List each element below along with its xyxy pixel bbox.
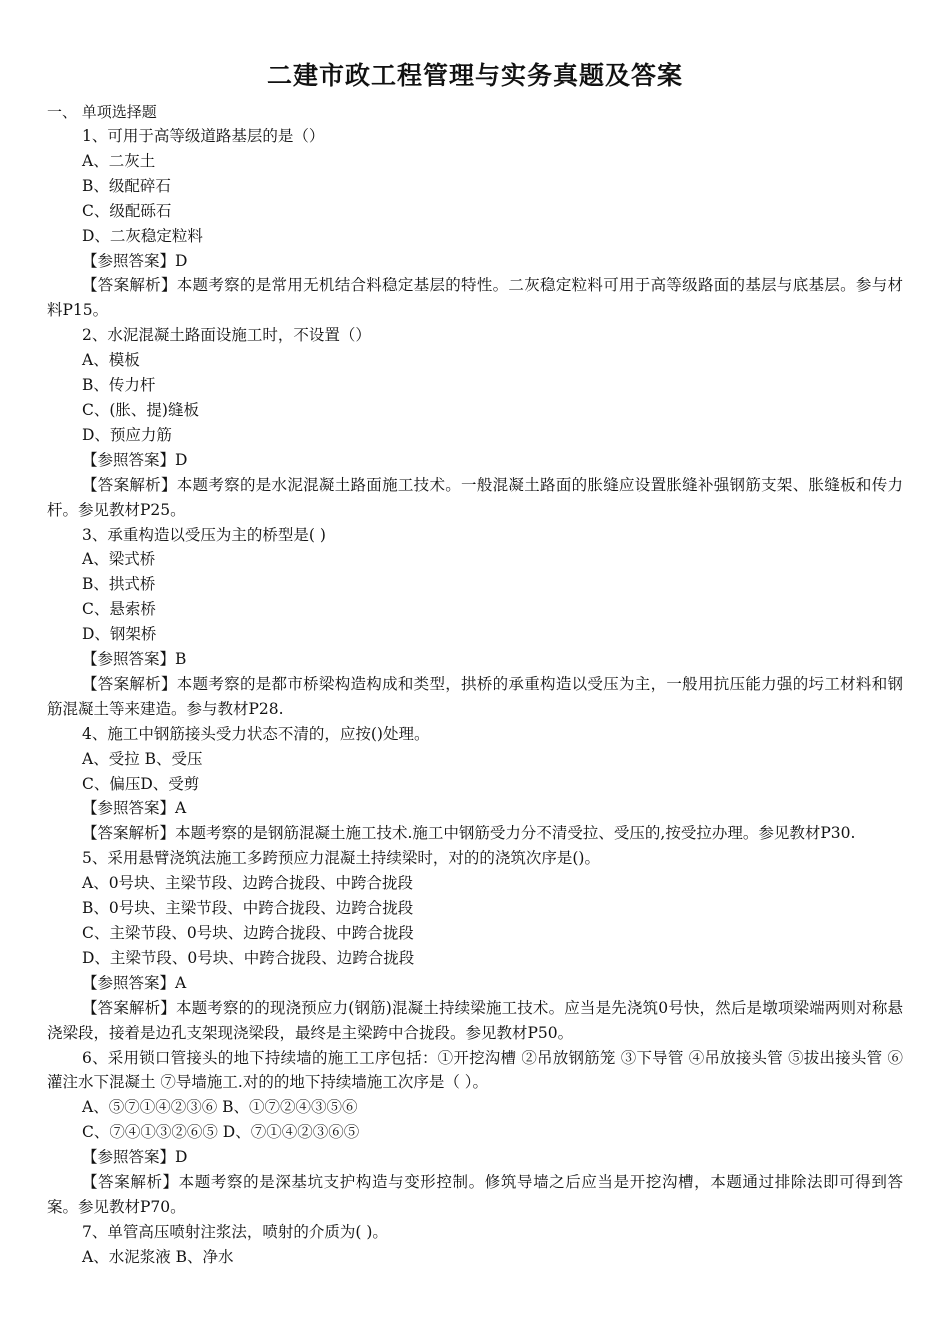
answer-option: C、(胀、提)缝板 [82, 400, 199, 419]
answer-analysis: 【答案解析】本题考察的是水泥混凝土路面施工技术。一般混凝土路面的胀缝应设置胀缝补强钢筋支架、胀缝板和传力杆。参见教材P25。 [47, 475, 903, 519]
answer-option: D、二灰稳定粒料 [82, 226, 203, 245]
answer-option: A、水泥浆液 B、净水 [82, 1247, 234, 1266]
reference-answer: 【参照答案】A [82, 973, 187, 992]
answer-analysis: 【答案解析】本题考察的是都市桥梁构造构成和类型，拱桥的承重构造以受压为主，一般用抗压能力强的圬工材料和钢筋混凝土等来建造。参与教材P28. [47, 674, 903, 718]
answer-option: A、受拉 B、受压 [82, 749, 203, 768]
question-stem: 1、可用于高等级道路基层的是（） [82, 127, 325, 145]
question-stem: 2、水泥混凝土路面设施工时，不设置（） [82, 326, 371, 345]
question-block [47, 323, 903, 522]
question-block [47, 722, 903, 847]
section-heading: 一、 单项选择题 [47, 103, 157, 121]
answer-option: D、主梁节段、0号块、中跨合拢段、边跨合拢段 [82, 948, 415, 967]
answer-analysis: 【答案解析】本题考察的是深基坑支护构造与变形控制。修筑导墙之后应当是开挖沟槽，本题通过排除法即可得到答案。参见教材P70。 [47, 1173, 903, 1216]
page-title: 二建市政工程管理与实务真题及答案 [266, 61, 683, 90]
answer-option: B、0号块、主梁节段、中跨合拢段、边跨合拢段 [82, 899, 414, 918]
answer-option: C、⑦④①③②⑥⑤ D、⑦①④②③⑥⑤ [82, 1123, 360, 1142]
answer-option: D、钢架桥 [82, 625, 157, 644]
answer-option: A、⑤⑦①④②③⑥ B、①⑦②④③⑤⑥ [82, 1098, 358, 1117]
question-stem: 3、承重构造以受压为主的桥型是( ) [82, 525, 326, 544]
answer-analysis: 【答案解析】本题考察的的现浇预应力(钢筋)混凝土持续梁施工技术。应当是先浇筑0号快，然后是墩项梁端两则对称悬浇梁段，接着是边孔支架现浇梁段，最终是主梁跨中合拢段。参见教材P50。 [47, 998, 903, 1042]
answer-option: C、偏压D、受剪 [82, 774, 200, 793]
answer-option: C、级配砾石 [82, 201, 172, 220]
question-block [47, 523, 903, 722]
question-stem: 6、采用锁口管接头的地下持续墙的施工工序包括：①开挖沟槽 ②吊放钢筋笼 ③下导管 ④吊放接头管 ⑤拔出接头管 ⑥灌注水下混凝土 ⑦导墙施工.对的的地下持续墙施工次序是（ ）。 [47, 1048, 903, 1092]
question-stem: 5、采用悬臂浇筑法施工多跨预应力混凝土持续梁时，对的的浇筑次序是()。 [82, 849, 600, 868]
answer-option: C、悬索桥 [82, 600, 156, 619]
question-stem: 4、施工中钢筋接头受力状态不清的，应按()处理。 [82, 724, 430, 743]
question-list [47, 124, 903, 1270]
answer-option: A、模板 [82, 351, 140, 370]
answer-analysis: 【答案解析】本题考察的是钢筋混凝土施工技术.施工中钢筋受力分不清受拉、受压的,按受拉办理。参见教材P30. [82, 824, 856, 843]
answer-option: B、传力杆 [82, 376, 156, 395]
answer-option: A、0号块、主梁节段、边跨合拢段、中跨合拢段 [82, 874, 414, 893]
answer-option: B、拱式桥 [82, 575, 156, 594]
answer-option: C、主梁节段、0号块、边跨合拢段、中跨合拢段 [82, 924, 414, 942]
reference-answer: 【参照答案】D [82, 450, 188, 469]
reference-answer: 【参照答案】D [82, 251, 188, 270]
question-stem: 7、单管高压喷射注浆法，喷射的介质为( )。 [82, 1222, 388, 1241]
answer-option: A、梁式桥 [82, 550, 156, 569]
answer-option: A、二灰土 [82, 151, 156, 170]
question-block [47, 1046, 903, 1220]
question-block [47, 1220, 903, 1270]
answer-analysis: 【答案解析】本题考察的是常用无机结合料稳定基层的特性。二灰稳定粒料可用于高等级路面的基层与底基层。参与材料P15。 [47, 276, 903, 320]
answer-option: D、预应力筋 [82, 425, 172, 444]
reference-answer: 【参照答案】B [82, 650, 187, 669]
answer-option: B、级配碎石 [82, 176, 171, 195]
reference-answer: 【参照答案】A [82, 799, 187, 818]
reference-answer: 【参照答案】D [82, 1148, 188, 1167]
question-block [47, 846, 903, 1045]
question-block [47, 124, 903, 323]
